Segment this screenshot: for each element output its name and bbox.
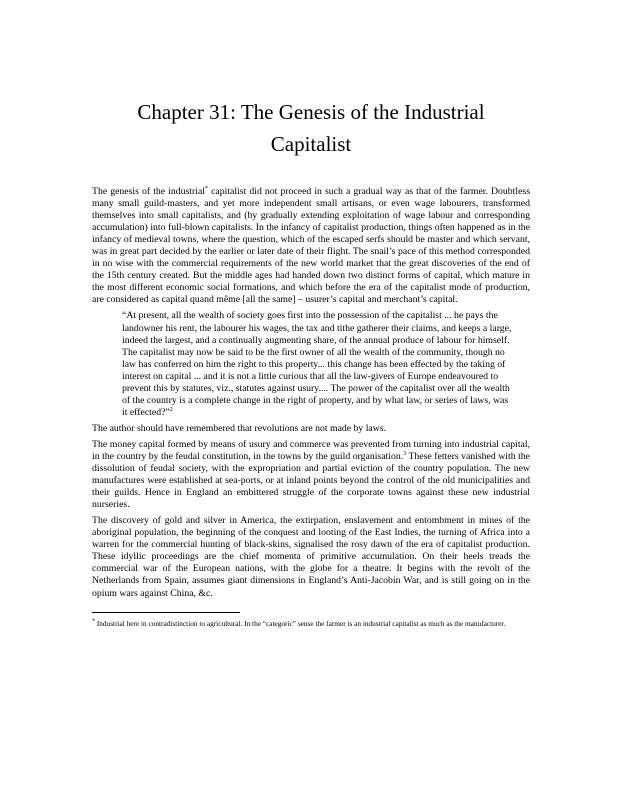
paragraph-1 bbox=[92, 186, 530, 306]
footnote-mark-2[interactable]: 2 bbox=[169, 406, 173, 413]
chapter-title-line-1: Chapter 31: The Genesis of the Industrial bbox=[137, 100, 485, 124]
footnote-marker: * bbox=[92, 618, 95, 625]
paragraph-1-text-b: capitalist did not proceed in such a gradual way as that of the farmer. Doubtless many small guild-masters, and yet more independent small artisans, or even wage labourers, transformed themselves into small capitalists, and (by gradually extending exploitation of wage labour and corresponding accumulation) into full-blown capitalists. In the infancy of capitalist production, things often happened as in the infancy of medieval towns, where the question, which of the escaped serfs should be master and which servant, was in great part decided by the earlier or later date of their flight. The snail’s pace of this method corresponded in no wise with the commercial requirements of the new world market that the great discoveries of the end of the 15th century created. But the middle ages had handed down two distinct forms of capital, which mature in the most different economic social formations, and which before the era of the capitalist mode of production, are considered as capital quand même [all the same] – usurer’s capital and merchant’s capital. bbox=[92, 186, 530, 306]
footnote bbox=[92, 619, 530, 628]
block-quote-text: “At present, all the wealth of society goes first into the possession of the capitalist ... he pays the landowner his rent, the labourer his wages, the tax and tithe gatherer their claims, and keeps a large, indeed the largest, and a continually augmenting share, of the annual produce of labour for himself. The capitalist may now be said to be the first owner of all the wealth of the community, though no law has conferred on him the right to this property... this change has been effected by the taking of interest on capital ... and it is not a little curious that all the law-givers of Europe endeavoured to prevent this by statutes, viz., statutes against usury.... The power of the capitalist over all the wealth of the country is a complete change in the right of property, and by what law, or series of laws, was it effected?” bbox=[122, 310, 512, 418]
paragraph-4: The discovery of gold and silver in America, the extirpation, enslavement and entombment in mines of the aboriginal population, the beginning of the conquest and looting of the East Indies, the turning of Africa into a warren for the commercial hunting of black-skins, signalised the rosy dawn of the era of capitalist production. These idyllic proceedings are the chief momenta of primitive accumulation. On their heels treads the commercial war of the European nations, with the globe for a theatre. It begins with the revolt of the Netherlands from Spain, assumes giant dimensions in England’s Anti-Jacobin War, and is still going on in the opium wars against China, &c. bbox=[92, 515, 530, 599]
paragraph-2: The author should have remembered that revolutions are not made by laws. bbox=[92, 422, 387, 434]
paragraph-3 bbox=[92, 439, 530, 511]
paragraph-3-text-b: These fetters vanished with the dissolution of feudal society, with the expropriation and partial eviction of the country population. The new manufactures were established at sea-ports, or at inland points beyond the control of the old municipalities and their guilds. Hence in England an embittered struggle of the corporate towns against these new industrial nurseries. bbox=[92, 450, 530, 511]
footnote-text: Industrial here in contradistinction to agricultural. In the “categoric” sense the farmer is an industrial capitalist as much as the manufacturer. bbox=[95, 618, 506, 628]
paragraph-3-text-a: The money capital formed by means of usury and commerce was prevented from turning into industrial capital, in the country by the feudal constitution, in the towns by the guild organisation. bbox=[92, 438, 530, 462]
chapter-title bbox=[92, 96, 530, 160]
footnote-mark-3[interactable]: 3 bbox=[403, 450, 407, 457]
block-quote bbox=[92, 310, 530, 418]
footnote-mark-asterisk[interactable]: * bbox=[205, 185, 209, 192]
paragraph-1-text-a: The genesis of the industrial bbox=[92, 186, 206, 197]
document-page bbox=[92, 96, 530, 628]
chapter-title-line-2: Capitalist bbox=[270, 132, 352, 156]
footnote-divider bbox=[92, 612, 240, 613]
